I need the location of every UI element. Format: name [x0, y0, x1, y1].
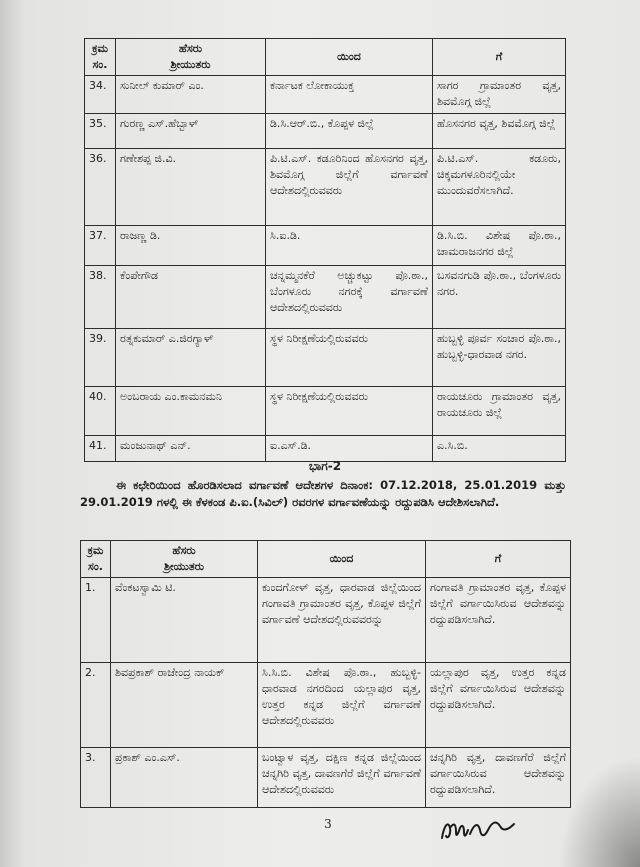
name-cell: ಪ್ರಕಾಶ್ ಎಂ.ಎಸ್.	[111, 748, 258, 808]
to-cell: ರಾಯಚೂರು ಗ್ರಾಮಾಂತರ ವೃತ್ತ, ರಾಯಚೂರು ಜಿಲ್ಲೆ	[433, 387, 566, 436]
table-row	[85, 387, 566, 436]
header-name: ಹೆಸರು ಶ್ರೀಯುತರು	[111, 541, 258, 578]
name-cell: ಶಿವಪ್ರಕಾಶ್ ರಾಜೇಂದ್ರ ನಾಯಕ್	[111, 663, 258, 748]
section-paragraph: ಈ ಕಛೇರಿಯಿಂದ ಹೊರಡಿಸಲಾದ ವರ್ಗಾವಣೆ ಆದೇಶಗಳ ದಿನಾಂಕ: 07.12.2018, 25.01.2019 ಮತ್ತು 29.01.2019 ಗಳಲ್ಲಿ ಈ ಕೆಳಕಂಡ ಪಿ.ಐ.(ಸಿವಿಲ್) ರವರಗಳ ವರ್ಗಾವಣೆಯನ್ನು ರದ್ದುಪಡಿಸಿ ಆದೇಶಿಸಲಾಗಿದೆ.	[80, 478, 566, 509]
from-cell: ಚನ್ನಮ್ಮನಕೆರೆ ಅಚ್ಚುಕಟ್ಟು ಪೊ.ಠಾ., ಬೆಂಗಳೂರು ನಗರಕ್ಕೆ ವರ್ಗಾವಣೆ ಆದೇಶದಲ್ಲಿರುವವರು	[266, 266, 433, 329]
serial-cell: 38.	[85, 266, 116, 329]
table-header-row	[85, 39, 566, 76]
from-cell: ಸಿ.ಐ.ಡಿ.	[266, 226, 433, 266]
table-row	[85, 149, 566, 226]
table-header-row	[81, 541, 571, 578]
serial-cell: 35.	[85, 114, 116, 149]
header-serial: ಕ್ರಮ ಸಂ.	[85, 39, 116, 76]
table-row	[85, 76, 566, 114]
header-from: ಯಿಂದ	[266, 39, 433, 76]
table-row	[85, 436, 566, 462]
transfer-table-part2	[80, 540, 571, 808]
serial-cell: 39.	[85, 329, 116, 387]
serial-cell: 1.	[81, 578, 111, 663]
serial-cell: 41.	[85, 436, 116, 462]
table-row	[85, 266, 566, 329]
from-cell: ಸ್ಥಳ ನಿರೀಕ್ಷಣೆಯಲ್ಲಿರುವವರು	[266, 387, 433, 436]
table-row	[81, 748, 571, 808]
header-to: ಗೆ	[426, 541, 571, 578]
serial-cell: 37.	[85, 226, 116, 266]
serial-cell: 40.	[85, 387, 116, 436]
table-row	[85, 329, 566, 387]
to-cell: ಹುಬ್ಬಳ್ಳಿ ಪೂರ್ವ ಸಂಚಾರ ಪೊ.ಠಾ., ಹುಬ್ಬಳ್ಳಿ-ಧಾರವಾಡ ನಗರ.	[433, 329, 566, 387]
name-cell: ರಾಜಣ್ಣ ಡಿ.	[116, 226, 266, 266]
to-cell: ಗಂಗಾವತಿ ಗ್ರಾಮಾಂತರ ವೃತ್ತ, ಕೊಪ್ಪಳ ಜಿಲ್ಲೆಗೆ ವರ್ಗಾಯಿಸಿರುವ ಆದೇಶವನ್ನು ರದ್ದುಪಡಿಸಲಾಗಿದೆ.	[426, 578, 571, 663]
page-number: 3	[324, 817, 332, 831]
table-row	[85, 226, 566, 266]
serial-cell: 34.	[85, 76, 116, 114]
table-row	[81, 663, 571, 748]
name-cell: ವೆಂಕಟಸ್ವಾಮಿ ಟಿ.	[111, 578, 258, 663]
to-cell: ಚನ್ನಗಿರಿ ವೃತ್ತ, ದಾವಣಗೆರೆ ಜಿಲ್ಲೆಗೆ ವರ್ಗಾಯಿಸಿರುವ ಆದೇಶವನ್ನು ರದ್ದುಪಡಿಸಲಾಗಿದೆ.	[426, 748, 571, 808]
from-cell: ಬಂಟ್ವಾಳ ವೃತ್ತ, ದಕ್ಷಿಣ ಕನ್ನಡ ಜಿಲ್ಲೆಯಿಂದ ಚನ್ನಗಿರಿ ವೃತ್ತ, ದಾವಣಗೆರೆ ಜಿಲ್ಲೆಗೆ ವರ್ಗಾವಣೆ ಆದೇಶದಲ್ಲಿರುವವರು	[258, 748, 426, 808]
header-from: ಯಿಂದ	[258, 541, 426, 578]
table-row	[85, 114, 566, 149]
from-cell: ಕುಂದಗೋಳ್ ವೃತ್ತ, ಧಾರವಾಡ ಜಿಲ್ಲೆಯಿಂದ ಗಂಗಾವತಿ ಗ್ರಾಮಾಂತರ ವೃತ್ತ, ಕೊಪ್ಪಳ ಜಿಲ್ಲೆಗೆ ವರ್ಗಾವಣೆ ಆದೇಶದಲ್ಲಿರುವವರನ್ನು	[258, 578, 426, 663]
from-cell: ಕರ್ನಾಟಕ ಲೋಕಾಯುಕ್ತ	[266, 76, 433, 114]
name-cell: ಸುನೀಲ್ ಕುಮಾರ್ ಎಂ.	[116, 76, 266, 114]
name-cell: ಕೆಂಪೇಗೌಡ	[116, 266, 266, 329]
header-serial: ಕ್ರಮ ಸಂ.	[81, 541, 111, 578]
from-cell: ಡಿ.ಸಿ.ಆರ್.ಬಿ., ಕೊಪ್ಪಳ ಜಿಲ್ಲೆ	[266, 114, 433, 149]
to-cell: ಡಿ.ಸಿ.ಬಿ. ವಿಶೇಷ ಪೊ.ಠಾ., ಚಾಮರಾಜನಗರ ಜಿಲ್ಲೆ	[433, 226, 566, 266]
serial-cell: 2.	[81, 663, 111, 748]
serial-cell: 3.	[81, 748, 111, 808]
section-heading: ಭಾಗ-2	[308, 459, 342, 473]
name-cell: ರತ್ನಕುಮಾರ್ ಎ.ಜಿರಗ್ಯಾಳ್	[116, 329, 266, 387]
to-cell: ಹೊಸನಗರ ವೃತ್ತ, ಶಿವಮೊಗ್ಗ ಜಿಲ್ಲೆ	[433, 114, 566, 149]
from-cell: ಸ್ಥಳ ನಿರೀಕ್ಷಣೆಯಲ್ಲಿರುವವರು	[266, 329, 433, 387]
to-cell: ಬಸವನಗುಡಿ ಪೊ.ಠಾ., ಬೆಂಗಳೂರು ನಗರ.	[433, 266, 566, 329]
header-name: ಹೆಸರು ಶ್ರೀಯುತರು	[116, 39, 266, 76]
to-cell: ಯಲ್ಲಾಪುರ ವೃತ್ತ, ಉತ್ತರ ಕನ್ನಡ ಜಿಲ್ಲೆಗೆ ವರ್ಗಾಯಿಸಿರುವ ಆದೇಶವನ್ನು ರದ್ದುಪಡಿಸಲಾಗಿದೆ.	[426, 663, 571, 748]
from-cell: ಐ.ಎಸ್.ಡಿ.	[266, 436, 433, 462]
to-cell: ಎ.ಸಿ.ಬಿ.	[433, 436, 566, 462]
transfer-table-part1	[84, 38, 566, 462]
from-cell: ಸಿ.ಸಿ.ಬಿ. ವಿಶೇಷ ಪೊ.ಠಾ., ಹುಬ್ಬಳ್ಳಿ-ಧಾರವಾಡ ನಗರದಿಂದ ಯಲ್ಲಾಪುರ ವೃತ್ತ, ಉತ್ತರ ಕನ್ನಡ ಜಿಲ್ಲೆಗೆ ವರ್ಗಾವಣೆ ಆದೇಶದಲ್ಲಿರುವವರು	[258, 663, 426, 748]
header-to: ಗೆ	[433, 39, 566, 76]
name-cell: ಗಣೇಶಪ್ಪ ಜಿ.ವಿ.	[116, 149, 266, 226]
to-cell: ಸಾಗರ ಗ್ರಾಮಾಂತರ ವೃತ್ತ, ಶಿವಮೊಗ್ಗ ಜಿಲ್ಲೆ	[433, 76, 566, 114]
to-cell: ಪಿ.ಟಿ.ಎಸ್. ಕಡೂರು, ಚಿಕ್ಕಮಗಳೂರಿನಲ್ಲಿಯೇ ಮುಂದುವರೆಸಲಾಗಿದೆ.	[433, 149, 566, 226]
name-cell: ಮಂಜುನಾಥ್ ಎನ್.	[116, 436, 266, 462]
serial-cell: 36.	[85, 149, 116, 226]
name-cell: ಅಂಬರಾಯ ಎಂ.ಕಾಮನಮನಿ	[116, 387, 266, 436]
from-cell: ಪಿ.ಟಿ.ಎಸ್. ಕಡೂರಿನಿಂದ ಹೊಸನಗರ ವೃತ್ತ, ಶಿವಮೊಗ್ಗ ಜಿಲ್ಲೆಗೆ ವರ್ಗಾವಣೆ ಆದೇಶದಲ್ಲಿರುವವರು	[266, 149, 433, 226]
table-row	[81, 578, 571, 663]
name-cell: ಗುರಣ್ಣ ಎಸ್.ಹೆಬ್ಬಾಳ್	[116, 114, 266, 149]
signature	[436, 812, 520, 848]
